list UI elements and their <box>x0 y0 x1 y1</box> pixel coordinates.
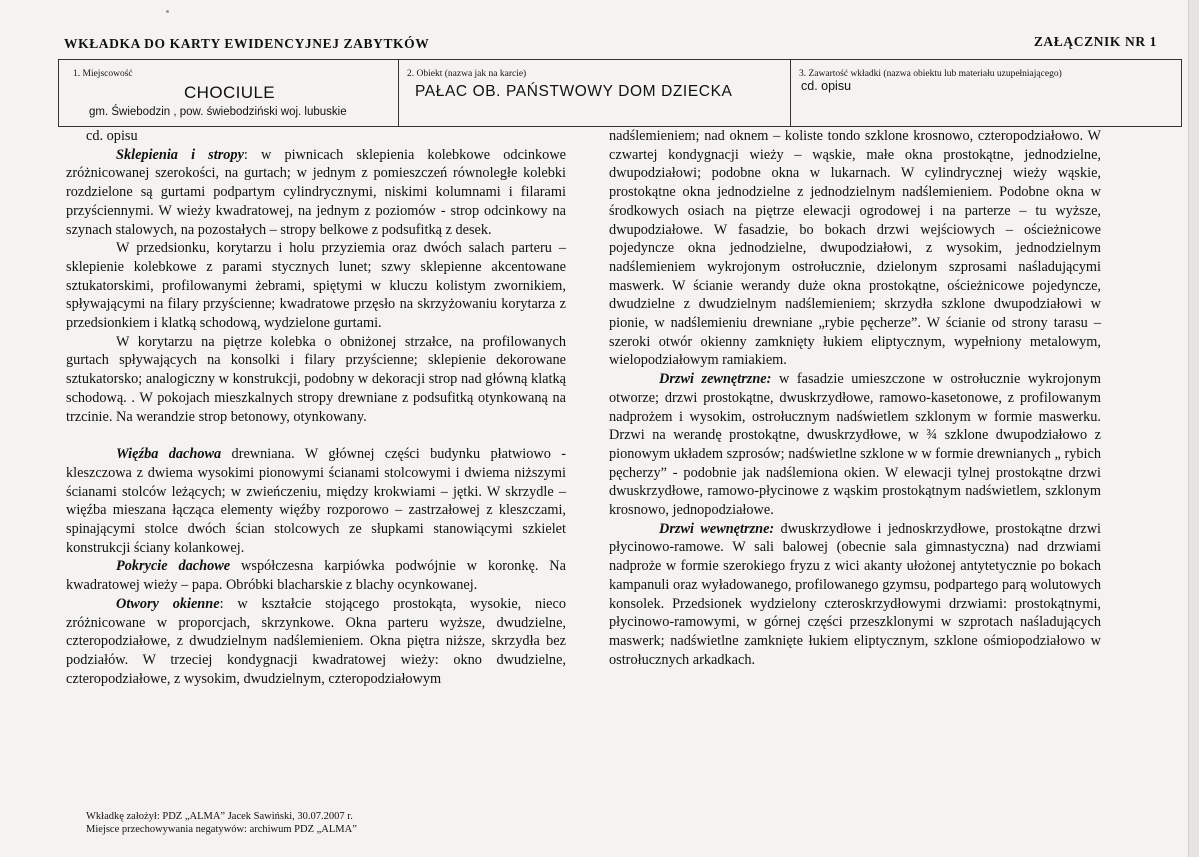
content-label: 3. Zawartość wkładki (nazwa obiektu lub materiału uzupełniającego) <box>799 69 1062 79</box>
footer-archive: Miejsce przechowywania negatywów: archiwum PDZ „ALMA” <box>86 824 357 835</box>
scan-speck <box>166 10 169 13</box>
text-interior-doors: dwuskrzydłowe i jednoskrzydłowe, prostokątne drzwi płycinowo-ramowe. W sali balowej (obecnie sala gimnastyczna) nad drzwiami nadproże w formie szerokiego fryzu z wici akanty ułożonej antytetycznie po bokach kampanuli oraz wyładowanego, profilowanego gzymsu, podpartego parą wolutowych konsolek. Przedsionek wydzielony czteroskrzydłowymi drzwiami: prostokątnymi, płycinowo-ramowymi, w górnej części przeszklonymi w szprotach naśladujących maswerk; nadświetlne zamknięte łukiem eliptycznym, szklone ośmiopodziałowo w ostrołucznych arkadkach. <box>609 520 1101 668</box>
paragraph-vestibule: W przedsionku, korytarzu i holu przyziemia oraz dwóch salach parteru – sklepienie kolebkowe z parami stycznych lunet; szwy sklepienne akcentowane sztukatorskimi, profilowanymi żebrami, spiętymi w kluczu kolistym zwornikiem, spływającymi na filary przyścienne; kwadratowe przęsło na skrzyżowaniu korytarza z przedsionkiem i klatką schodową, wydzielone gurtami. <box>66 240 566 332</box>
metadata-table <box>58 59 1182 127</box>
heading-roof-truss: Więźba dachowa <box>116 446 222 463</box>
paragraph-vaults <box>66 146 566 240</box>
locality-subtext: gm. Świebodzin , pow. świebodziński woj. lubuskie <box>89 106 347 118</box>
page-edge <box>1188 0 1199 857</box>
content-cell <box>791 60 1181 126</box>
object-label: 2. Obiekt (nazwa jak na karcie) <box>407 69 527 79</box>
text-windows: : w kształcie stojącego prostokąta, wysokie, nieco zróżnicowane w proporcjach, skrzynkowe. Okna parteru wyższe, dwudzielne, czteropodziałowe, z dwudzielnym nadślemieniem. Okna piętra niższe, skrzydła bez podziałów. W trzeciej kondygnacji kwadratowej wieży: okno dwudzielne, czteropodziałowe, z wysokim, dwudzielnym, czteropodziałowym <box>66 595 567 687</box>
heading-windows: Otwory okienne <box>116 595 220 612</box>
paragraph-windows <box>66 595 566 689</box>
heading-roofing: Pokrycie dachowe <box>116 558 231 575</box>
paragraph-exterior-doors <box>609 370 1101 520</box>
content-value: cd. opisu <box>801 79 852 93</box>
text-vaults: : w piwnicach sklepienia kolebkowe odcinkowe zróżnicowanej szerokości, na gurtach; w jednym z pomieszczeń równoległe kolebki rozdzielone są gurtami podpartym cylindrycznymi, niskimi kolumnami i filarami przyściennymi. W wieży kwadratowej, na jednym z poziomów - strop odcinkowy na szynach stalowych, na pozostałych – stropy belkowe z podsufitką z desek. <box>66 146 566 238</box>
heading-exterior-doors: Drzwi zewnętrzne: <box>659 371 772 388</box>
locality-value: CHOCIULE <box>184 83 276 102</box>
document-title: WKŁADKA DO KARTY EWIDENCYJNEJ ZABYTKÓW <box>64 36 430 51</box>
right-column <box>609 127 1101 669</box>
text-roofing: współczesna karpiówka podwójnie w koronkę. Na kwadratowej wieży – papa. Obróbki blacharskie z blachy ocynkowanej. <box>66 558 566 594</box>
object-value: PAŁAC OB. PAŃSTWOWY DOM DZIECKA <box>415 83 733 100</box>
text-roof-truss: drewniana. W głównej części budynku płatwiowo - kleszczowa z dwiema wysokimi pionowymi ścianami stolcowymi i dwiema niższymi ścianami stolców leżących; w zwieńczeniu, między krokwiami – jętki. W skrzydle – więźba mieszana łącząca elementy więźby rozporowo – zastrzałowej z kleszczami, spinającymi stolce dwóch ścian stolcowych ze słupkami stanowiącymi szkielet konstrukcji ściany kolankowej. <box>66 446 566 556</box>
footer-notes <box>86 810 357 836</box>
paragraph-corridor: W korytarzu na piętrze kolebka o obniżonej strzałce, na profilowanych gurtach spływających na konsolki i filary przyścienne; sklepienie dekorowane sztukatorsko; analogiczny w konstrukcji, podobny w dekoracji strop nad główną klatką schodową. . W pokojach mieszkalnych stropy drewniane z podsufitką otynkowaną na trzcinie. Na werandzie strop betonowy, otynkowany. <box>66 333 566 425</box>
heading-interior-doors: Drzwi wewnętrzne: <box>659 520 775 537</box>
object-cell <box>399 60 791 126</box>
heading-vaults: Sklepienia i stropy <box>116 146 244 163</box>
paragraph-interior-doors <box>609 520 1101 670</box>
locality-cell <box>59 60 399 126</box>
footer-author: Wkładkę założył: PDZ „ALMA” Jacek Sawiński, 30.07.2007 r. <box>86 811 353 822</box>
continuation-label: cd. opisu <box>86 128 138 144</box>
paragraph-roofing <box>66 557 566 594</box>
paragraph-windows-continued: nadślemieniem; nad oknem – koliste tondo szklone krosnowo, czteropodziałowo. W czwartej kondygnacji wieży – wąskie, małe okna prostokątne, jednodzielne, dwupodziałowi; podobne okna w lukarnach. W cylindrycznej wieży wąskie, prostokątne okna jednodzielne z jednodzielnym nadślemieniem. Podobne okna w środkowych osiach na piętrze elewacji ogrodowej i na parterze – tu wyższe, dwupodziałowe. W fasadzie, bo bokach drzwi wejściowych – ościeżnicowe pojedyncze okna jednodzielne, dwupodziałowi, z wysokim, jednodzielnym nadślemieniem wykrojonym ostrołucznie, dzielonym szprosami naśladującymi maswerk. W ścianie werandy duże okna prostokątne, ościeżnicowe pojedyncze, dwudzielne z dwudzielnym nadślemieniem; skrzydła szklone dwupodziałowi w pionie, w nadślemieniu drewniane „rybie pęcherze”. W ścianie od strony tarasu – szeroki otwór okienny zamknięty łukiem eliptycznym, wypełniony metalowym, wielopodziałowym ramiakiem. <box>609 128 1101 369</box>
locality-label: 1. Miejscowość <box>73 69 133 79</box>
left-column <box>66 127 566 688</box>
text-exterior-doors: w fasadzie umieszczone w ostrołucznie wykrojonym otworze; drzwi prostokątne, dwuskrzydłowe, ramowo-kasetonowe, z profilowanym nadprożem i wysokim, ostrołucznym nadświetlem szklonym w formie maswerku. Drzwi na werandę prostokątne, dwuskrzydłowe, w ¾ szklone dwupodziałowo z pionowym układem szprosów; nadświetlne szklone w w formie drewnianych „ rybich pęcherzy” - podobnie jak nadślemiona okien. W elewacji tylnej prostokątne drzwi dwuskrzydłowe, ramowo-płycinowe z wąskim prostokątnym nadświetlem, szklonym krosnowo, jednopodziałowe. <box>609 371 1101 519</box>
paragraph-roof-truss <box>66 445 566 557</box>
attachment-number: ZAŁĄCZNIK NR 1 <box>1033 34 1157 49</box>
